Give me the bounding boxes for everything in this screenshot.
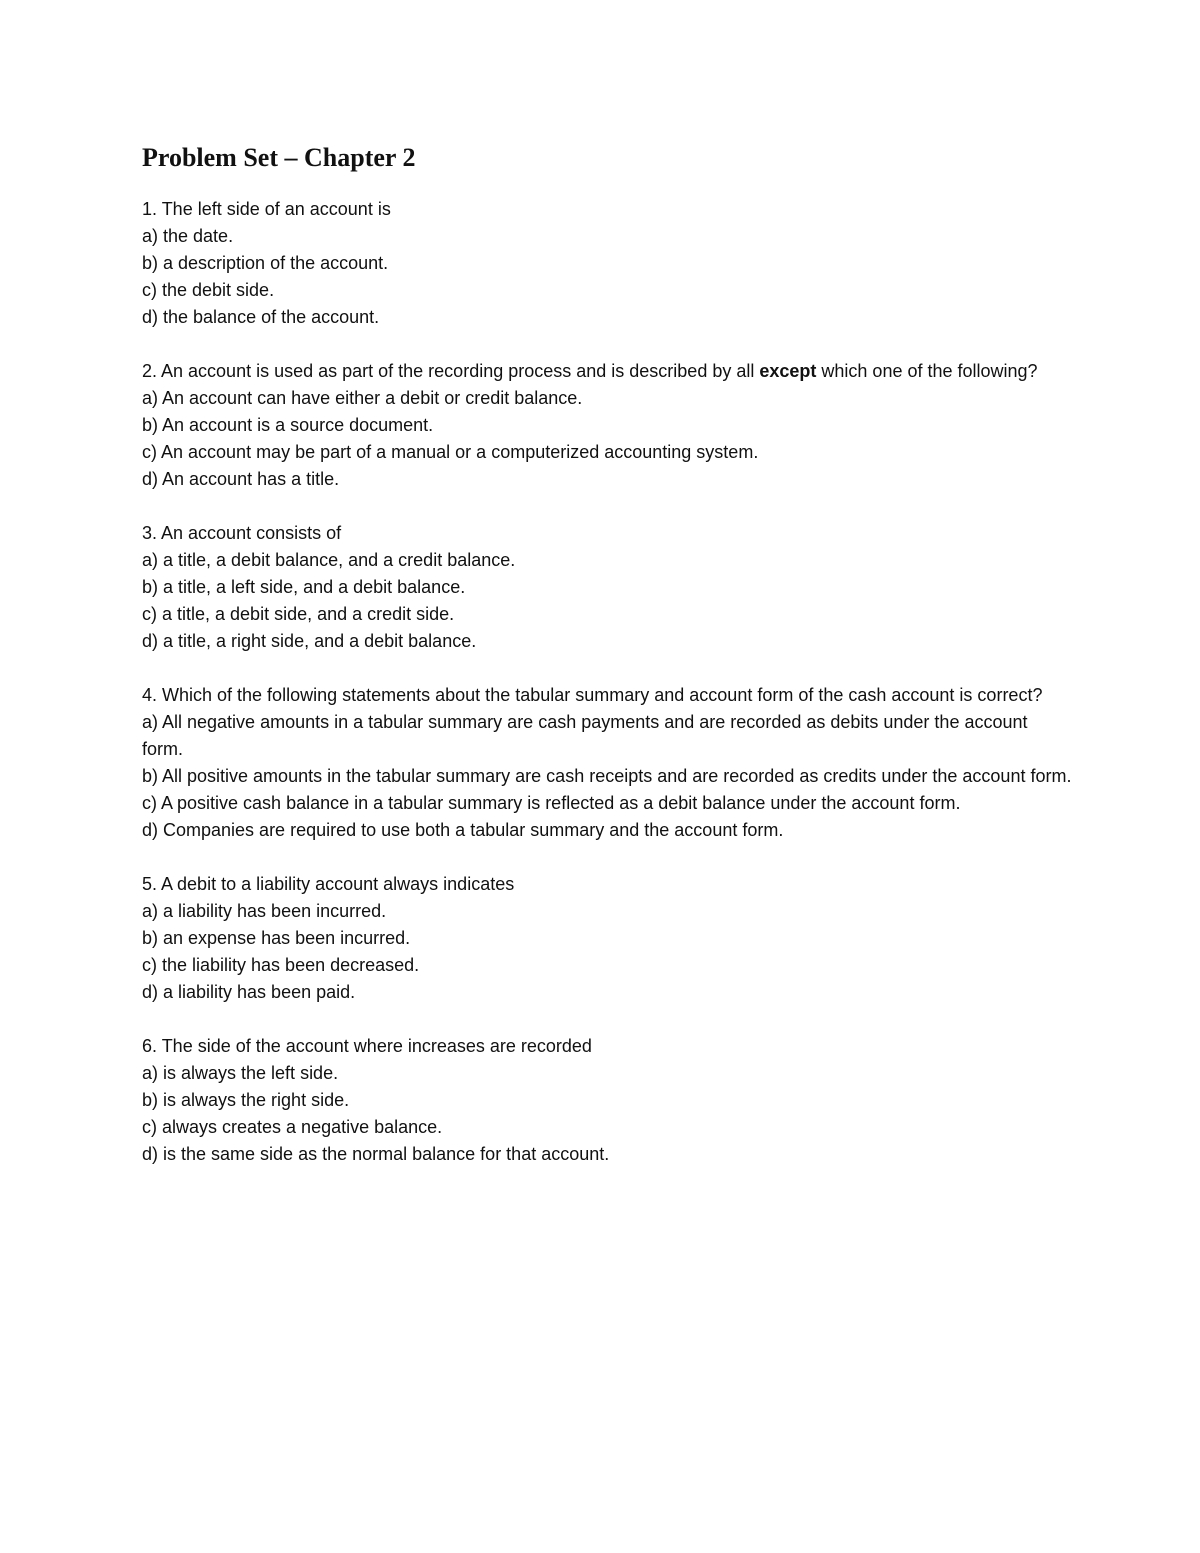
question-5 (142, 871, 1072, 1006)
answer-option-b: b) a description of the account. (142, 253, 389, 273)
question-stem-emphasis: except (759, 361, 817, 381)
answer-option-d: d) is the same side as the normal balance for that account. (142, 1144, 610, 1164)
question-stem-start: 2. An account is used as part of the recording process and is described by all (142, 361, 760, 381)
question-stem: 5. A debit to a liability account always indicates (142, 874, 515, 894)
document-title: Problem Set – Chapter 2 (142, 143, 416, 172)
answer-option-d: d) a liability has been paid. (142, 982, 356, 1002)
answer-option-b: b) an expense has been incurred. (142, 928, 411, 948)
answer-option-a: a) All negative amounts in a tabular summary are cash payments and are recorded as debits under the account form. (142, 712, 1028, 759)
question-stem: 1. The left side of an account is (142, 199, 391, 219)
question-stem: 3. An account consists of (142, 523, 342, 543)
question-2 (142, 358, 1072, 493)
answer-option-a: a) a title, a debit balance, and a credit balance. (142, 550, 516, 570)
answer-option-b: b) a title, a left side, and a debit balance. (142, 577, 466, 597)
answer-option-c: c) An account may be part of a manual or a computerized accounting system. (142, 442, 759, 462)
question-1 (142, 196, 1072, 331)
document-page (142, 140, 1072, 1195)
answer-option-b: b) is always the right side. (142, 1090, 350, 1110)
question-stem (142, 358, 1072, 385)
question-stem: 6. The side of the account where increases are recorded (142, 1036, 592, 1056)
answer-option-c: c) always creates a negative balance. (142, 1117, 443, 1137)
answer-option-a: a) a liability has been incurred. (142, 901, 387, 921)
answer-option-d: d) An account has a title. (142, 469, 340, 489)
question-stem-end: which one of the following? (816, 361, 1038, 381)
answer-option-d: d) a title, a right side, and a debit balance. (142, 631, 477, 651)
question-stem: 4. Which of the following statements about the tabular summary and account form of the cash account is correct? (142, 685, 1043, 705)
answer-option-d: d) Companies are required to use both a tabular summary and the account form. (142, 820, 784, 840)
question-3 (142, 520, 1072, 655)
answer-option-c: c) A positive cash balance in a tabular summary is reflected as a debit balance under the account form. (142, 793, 961, 813)
answer-option-b: b) All positive amounts in the tabular summary are cash receipts and are recorded as credits under the account form. (142, 766, 1072, 786)
answer-option-d: d) the balance of the account. (142, 307, 380, 327)
answer-option-a: a) An account can have either a debit or credit balance. (142, 388, 583, 408)
question-6 (142, 1033, 1072, 1168)
answer-option-c: c) the liability has been decreased. (142, 955, 420, 975)
answer-option-c: c) a title, a debit side, and a credit side. (142, 604, 455, 624)
answer-option-a: a) the date. (142, 226, 234, 246)
answer-option-b: b) An account is a source document. (142, 415, 434, 435)
answer-option-a: a) is always the left side. (142, 1063, 339, 1083)
question-4 (142, 682, 1072, 844)
answer-option-c: c) the debit side. (142, 280, 275, 300)
